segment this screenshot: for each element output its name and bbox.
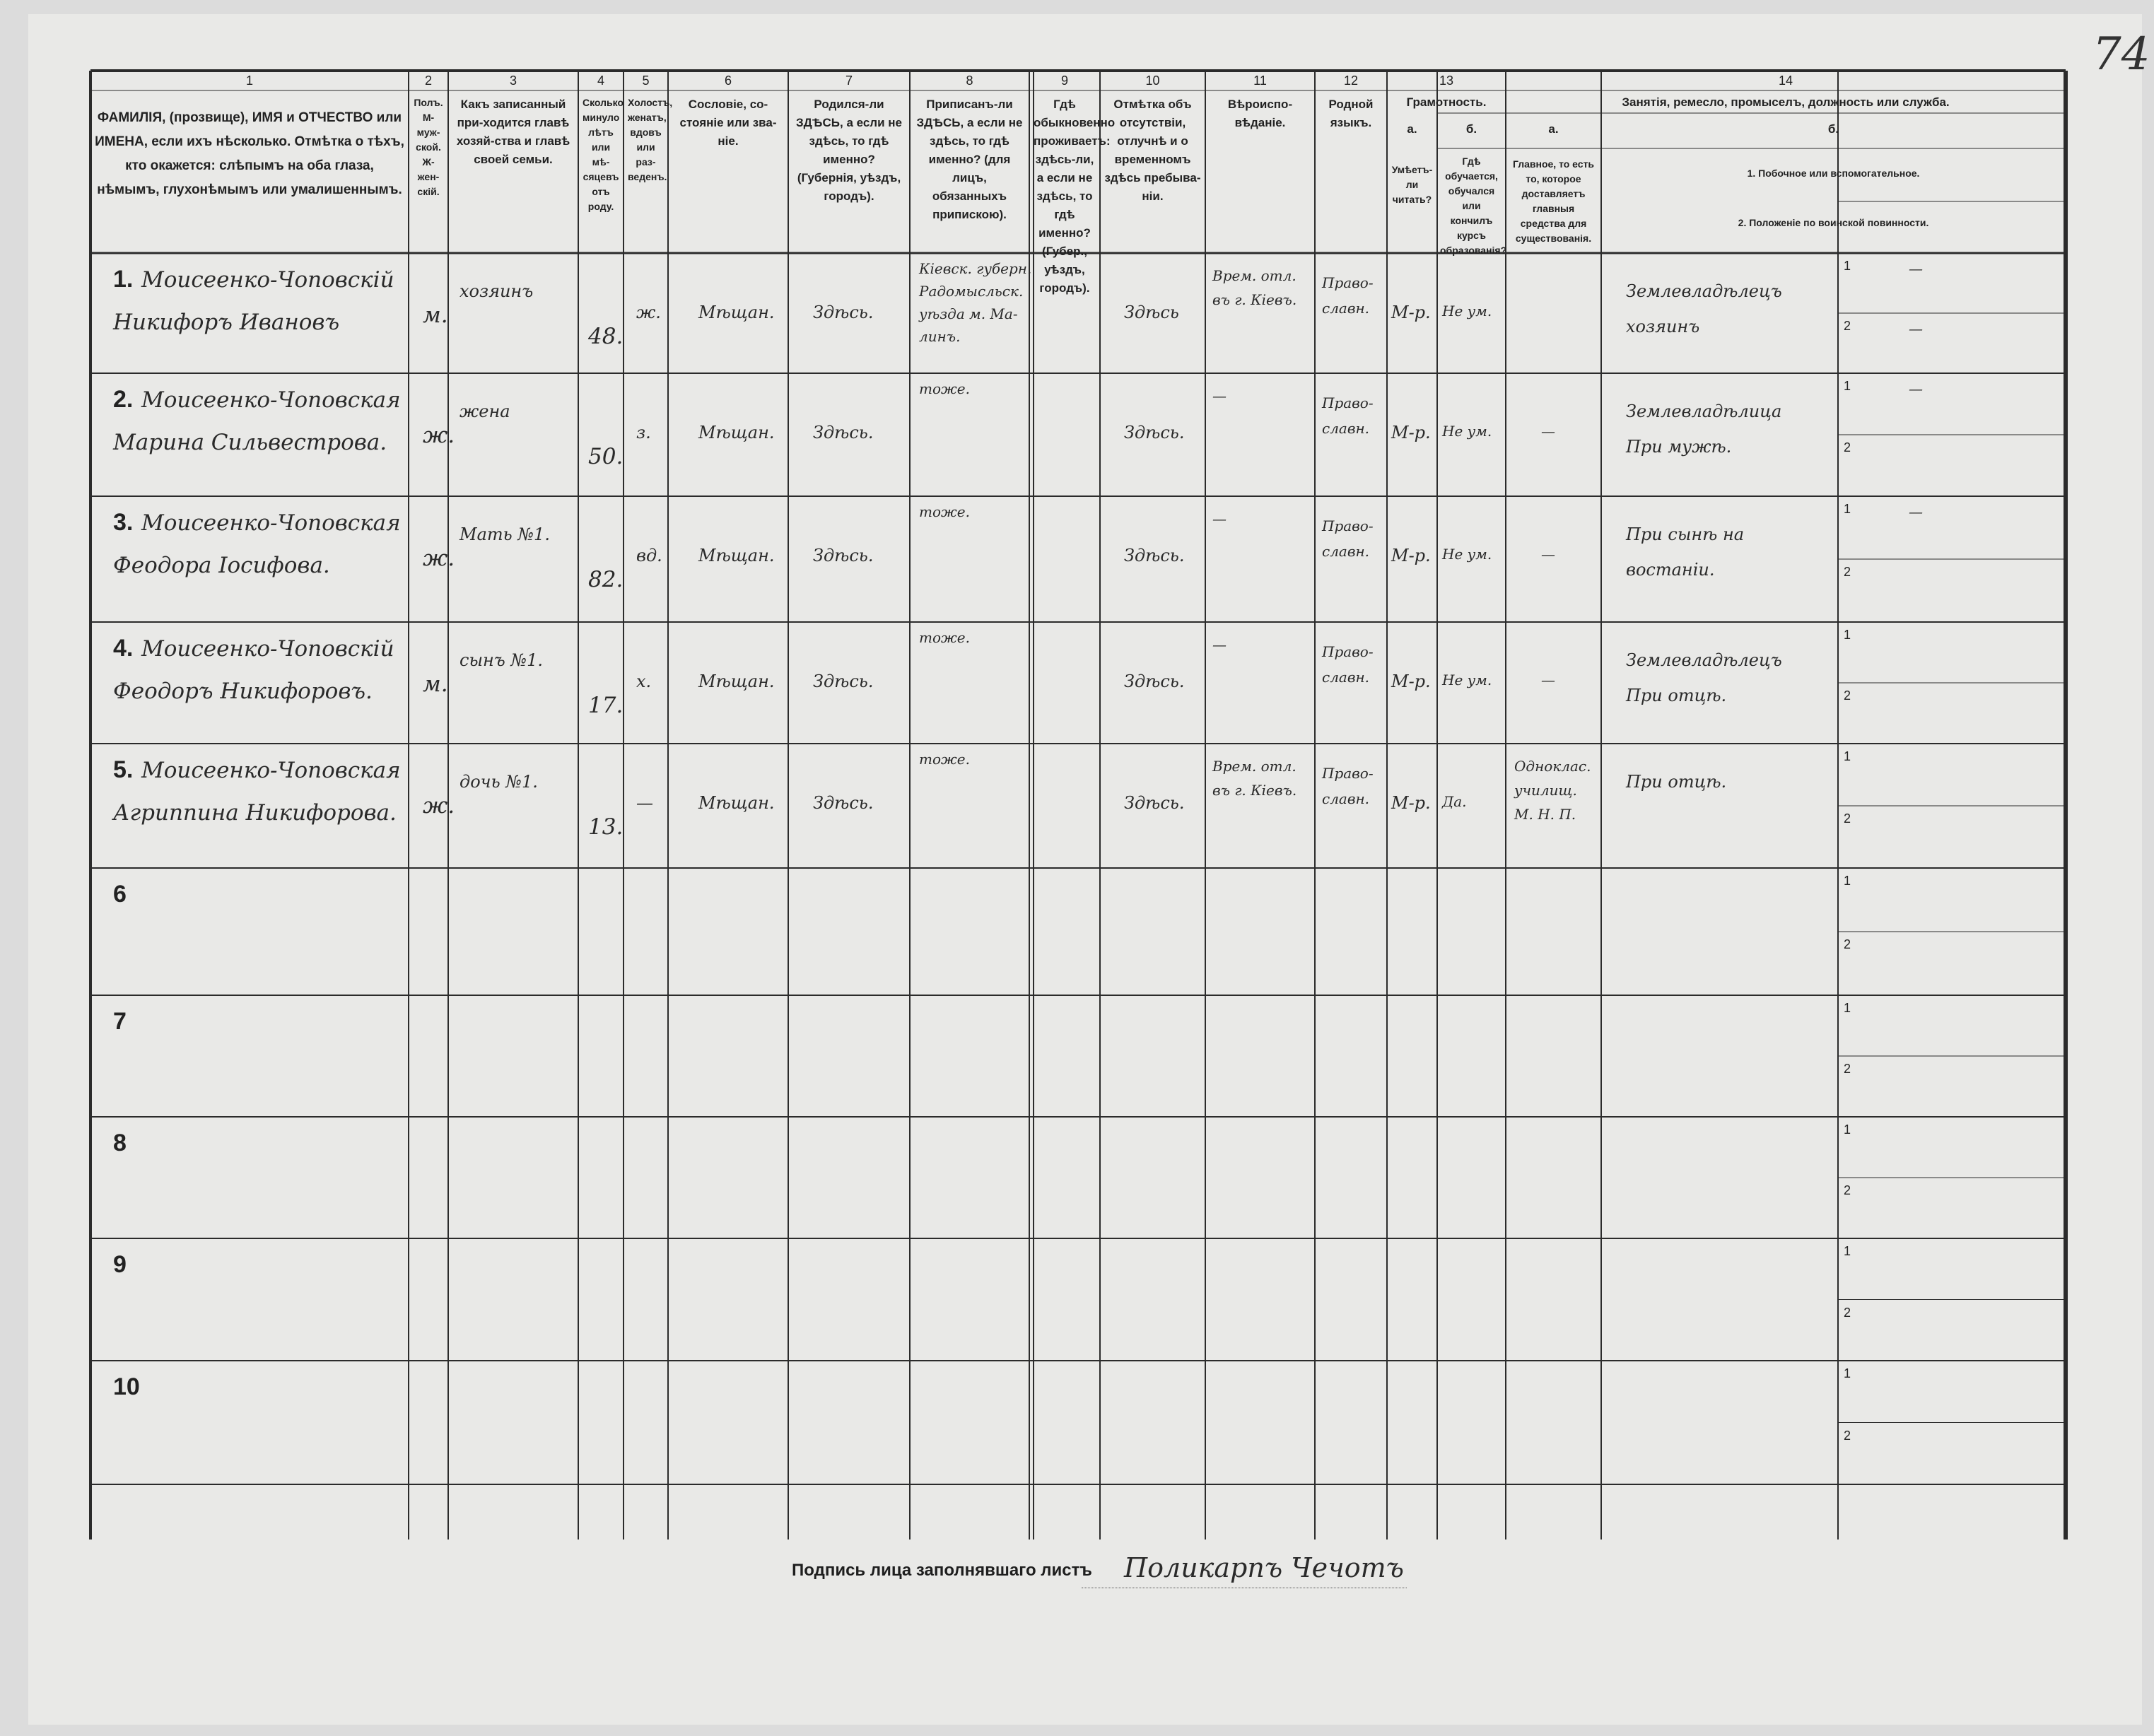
person-surname: Моисеенко-Чоповскій — [141, 267, 394, 293]
column-header: Полъ. М-муж-ской. Ж-жен-скій. — [414, 97, 443, 197]
religion-line: славн. — [1322, 790, 1370, 807]
born-value: Здѣсь. — [813, 671, 874, 691]
absence-line: Врем. отл. — [1212, 267, 1297, 284]
sub-number-2: 2 — [1844, 1305, 1851, 1320]
column-header: Грамотность. — [1406, 95, 1487, 109]
sub-number-2: 2 — [1844, 811, 1851, 826]
age-value: 13. — [588, 814, 624, 840]
sub-number-2: 2 — [1844, 1428, 1851, 1443]
row-number: 9 — [113, 1251, 127, 1278]
education-value: — — [1541, 671, 1555, 688]
occupation-line: При отцѣ. — [1626, 686, 1727, 705]
sub-number-1: 1 — [1844, 1366, 1851, 1380]
born-value: Здѣсь. — [813, 423, 874, 442]
age-value: 50. — [588, 444, 624, 469]
signature-name: Поликарпъ Чечотъ — [1124, 1552, 1404, 1583]
row-number: 6 — [113, 881, 127, 908]
absence-line: въ г. Кіевъ. — [1212, 782, 1297, 799]
person-surname: Моисеенко-Чоповская — [141, 758, 401, 783]
born-value: Здѣсь. — [813, 546, 874, 565]
column-header: Холостъ, женатъ, вдовъ или раз-веденъ. — [628, 97, 673, 182]
column-header: Родной языкъ. — [1328, 98, 1374, 129]
religion-line: славн. — [1322, 543, 1370, 560]
education-value: — — [1541, 546, 1555, 563]
estate-value: Мѣщан. — [698, 423, 775, 442]
estate-value: Мѣщан. — [698, 793, 775, 813]
literate-value: Не ум. — [1442, 671, 1492, 688]
sub-number-2: 2 — [1844, 440, 1851, 454]
column-number: 6 — [724, 74, 732, 88]
estate-value: Мѣщан. — [698, 671, 775, 691]
age-value: 48. — [588, 324, 624, 349]
religion-line: славн. — [1322, 420, 1370, 437]
marital-value: ж. — [636, 303, 661, 322]
sex-value: ж. — [423, 546, 455, 571]
column-number: 8 — [966, 74, 973, 88]
person-given-name: Феодоръ Никифоровъ. — [113, 679, 373, 704]
absence-line: — — [1212, 636, 1227, 653]
column-header: Гдѣ обыкновенно проживаетъ: здѣсь-ли, а если не здѣсь, то гдѣ именно? (Губер., уѣздъ, городъ). — [1034, 98, 1116, 295]
marital-value: вд. — [636, 546, 662, 565]
sub-number-1: 1 — [1844, 1001, 1851, 1015]
person-surname: Моисеенко-Чоповскій — [141, 636, 394, 662]
occupation-b1: — — [1909, 260, 1923, 277]
person-given-name: Никифоръ Ивановъ — [113, 310, 340, 335]
row-number: 8 — [113, 1130, 127, 1156]
language-value: М-р. — [1391, 671, 1431, 691]
row-number: 10 — [113, 1373, 140, 1400]
residence-value: Здѣсь. — [1124, 546, 1185, 565]
estate-value: Мѣщан. — [698, 546, 775, 565]
sex-value: ж. — [423, 423, 455, 448]
col14a-label: а. — [1548, 122, 1559, 136]
religion-line: Право- — [1322, 394, 1374, 411]
occupation-b1: — — [1909, 503, 1923, 520]
signature-label: Подпись лица заполнявшаго листъ — [792, 1561, 1092, 1580]
col14b-label: б. — [1827, 122, 1839, 136]
sub-number-1: 1 — [1844, 379, 1851, 393]
column-header: Родился-ли ЗДѢСЬ, а если не здѣсь, то гдѣ именно? (Губернія, уѣздъ, городъ). — [795, 98, 903, 203]
absence-line: — — [1212, 387, 1227, 404]
sex-value: м. — [423, 303, 448, 328]
row-number: 1. — [113, 266, 134, 293]
language-value: М-р. — [1391, 793, 1431, 813]
column-header: Отмѣтка объ отсутствіи, отлучнѣ и о временномъ здѣсь пребыва-ніи. — [1104, 98, 1201, 203]
sub-number-1: 1 — [1844, 1122, 1851, 1137]
relation-value: Мать №1. — [460, 524, 550, 544]
column-header: Какъ записанный при-ходится главѣ хозяй-ства и главѣ своей семьи. — [456, 98, 570, 166]
registered-line: Радомысльск. — [919, 283, 1024, 300]
row-number: 4. — [113, 635, 134, 662]
relation-value: жена — [460, 401, 510, 421]
row-number: 7 — [113, 1008, 127, 1035]
sex-value: ж. — [423, 793, 455, 819]
person-given-name: Марина Сильвестрова. — [113, 430, 387, 455]
occupation-line: При мужѣ. — [1626, 437, 1732, 457]
born-value: Здѣсь. — [813, 303, 874, 322]
registered-line: тоже. — [919, 503, 970, 520]
residence-value: Здѣсь — [1124, 303, 1179, 322]
relation-value: сынъ №1. — [460, 650, 544, 670]
occupation-b1: — — [1909, 380, 1923, 397]
column-number: 5 — [642, 74, 650, 88]
column-header: Сколько минуло лѣтъ или мѣ-сяцевъ отъ роду. — [583, 97, 624, 212]
age-value: 82. — [588, 567, 624, 592]
sub-number-1: 1 — [1844, 874, 1851, 888]
sub-number-2: 2 — [1844, 688, 1851, 703]
col14b1-text: 1. Побочное или вспомогательное. — [1747, 168, 1920, 179]
religion-line: славн. — [1322, 300, 1370, 317]
occupation-line: востаніи. — [1626, 560, 1715, 580]
occupation-b2: — — [1909, 320, 1923, 337]
column-number: 3 — [509, 74, 517, 88]
column-number: 14 — [1778, 74, 1793, 88]
absence-line: — — [1212, 510, 1227, 527]
column-number: 10 — [1145, 74, 1160, 88]
column-number: 11 — [1253, 74, 1267, 88]
col14a-text: Главное, то есть то, которое доставляетъ главныя средства для существованія. — [1512, 158, 1595, 244]
column-number: 13 — [1439, 74, 1454, 88]
row-number: 3. — [113, 509, 134, 536]
occupation-line: Землевладѣлецъ — [1626, 281, 1782, 301]
language-value: М-р. — [1391, 546, 1431, 565]
occupation-line: При сынѣ на — [1626, 524, 1745, 544]
col13b-label: б. — [1465, 122, 1477, 136]
marital-value: з. — [636, 423, 651, 442]
absence-line: Врем. отл. — [1212, 758, 1297, 775]
col13b-text: Гдѣ обучается, обучался или кончилъ курсъ образованія? — [1440, 156, 1507, 256]
column-number: 4 — [597, 74, 604, 88]
sub-number-2: 2 — [1844, 1183, 1851, 1197]
literate-value: Да. — [1442, 793, 1467, 810]
page-number: 74 — [2092, 28, 2150, 81]
religion-line: Право- — [1322, 517, 1374, 534]
sub-number-2: 2 — [1844, 319, 1851, 333]
residence-value: Здѣсь. — [1124, 671, 1185, 691]
literate-value: Не ум. — [1442, 423, 1492, 440]
column-number: 2 — [424, 74, 432, 88]
relation-value: дочь №1. — [460, 772, 538, 792]
sub-number-2: 2 — [1844, 565, 1851, 579]
language-value: М-р. — [1391, 303, 1431, 322]
row-number: 2. — [113, 386, 134, 413]
registered-line: тоже. — [919, 380, 970, 397]
registered-line: линъ. — [919, 328, 961, 345]
registered-line: Кіевск. губерн. — [919, 260, 1032, 277]
occupation-line: Землевладѣлецъ — [1626, 650, 1782, 670]
relation-value: хозяинъ — [460, 281, 534, 301]
column-number: 12 — [1343, 74, 1359, 88]
sub-number-1: 1 — [1844, 502, 1851, 516]
occupation-line: Землевладѣлица — [1626, 401, 1782, 421]
religion-line: славн. — [1322, 669, 1370, 686]
sub-number-2: 2 — [1844, 937, 1851, 951]
column-header: Сословіе, со-стояніе или зва-ніе. — [679, 98, 777, 148]
language-value: М-р. — [1391, 423, 1431, 442]
literate-value: Не ум. — [1442, 303, 1492, 319]
absence-line: въ г. Кіевъ. — [1212, 291, 1297, 308]
residence-value: Здѣсь. — [1124, 423, 1185, 442]
religion-line: Право- — [1322, 274, 1374, 291]
occupation-line: хозяинъ — [1626, 317, 1700, 336]
row-number: 5. — [113, 756, 134, 783]
column-header: ФАМИЛІЯ, (прозвище), ИМЯ и ОТЧЕСТВО или ИМЕНА, если ихъ нѣсколько. Отмѣтка о тѣхъ, кто окажется: слѣпымъ на оба глаза, нѣмымъ, глухонѣмымъ или умалишеннымъ. — [95, 110, 404, 197]
column-number: 7 — [845, 74, 853, 88]
person-given-name: Агриппина Никифорова. — [113, 800, 397, 826]
registered-line: тоже. — [919, 629, 970, 646]
religion-line: Право- — [1322, 643, 1374, 660]
col13a-label: а. — [1407, 122, 1417, 136]
residence-value: Здѣсь. — [1124, 793, 1185, 813]
marital-value: — — [636, 793, 653, 813]
sub-number-1: 1 — [1844, 1244, 1851, 1258]
age-value: 17. — [588, 693, 624, 718]
education-value: — — [1541, 423, 1555, 440]
col13a-text: Умѣетъ-ли читать? — [1391, 164, 1433, 205]
religion-line: Право- — [1322, 765, 1374, 782]
estate-value: Мѣщан. — [698, 303, 775, 322]
sub-number-2: 2 — [1844, 1062, 1851, 1076]
column-number: 9 — [1060, 74, 1068, 88]
registered-line: уѣзда м. Ма- — [919, 305, 1018, 322]
occupation-line: При отцѣ. — [1626, 772, 1727, 792]
column-header: Приписанъ-ли ЗДѢСЬ, а если не здѣсь, то гдѣ именно? (для лицъ, обязанныхъ припискою). — [916, 98, 1023, 221]
sub-number-1: 1 — [1844, 749, 1851, 763]
education-line: М. Н. П. — [1514, 806, 1576, 823]
column-header: Вѣроиспо-вѣданіе. — [1227, 98, 1293, 129]
column-header: Занятія, ремесло, промыселъ, должность или служба. — [1622, 95, 1950, 109]
sub-number-1: 1 — [1844, 628, 1851, 642]
person-surname: Моисеенко-Чоповская — [141, 510, 401, 536]
sub-number-1: 1 — [1844, 259, 1851, 273]
registered-line: тоже. — [919, 751, 970, 768]
col14b2-text: 2. Положеніе по воинской повинности. — [1738, 217, 1929, 228]
marital-value: х. — [636, 671, 652, 691]
person-given-name: Феодора Іосифова. — [113, 553, 330, 578]
literate-value: Не ум. — [1442, 546, 1492, 563]
education-line: Одноклас. — [1514, 758, 1591, 775]
column-number: 1 — [245, 74, 253, 88]
education-line: училищ. — [1514, 782, 1577, 799]
born-value: Здѣсь. — [813, 793, 874, 813]
person-surname: Моисеенко-Чоповская — [141, 387, 401, 413]
sex-value: м. — [423, 671, 448, 697]
